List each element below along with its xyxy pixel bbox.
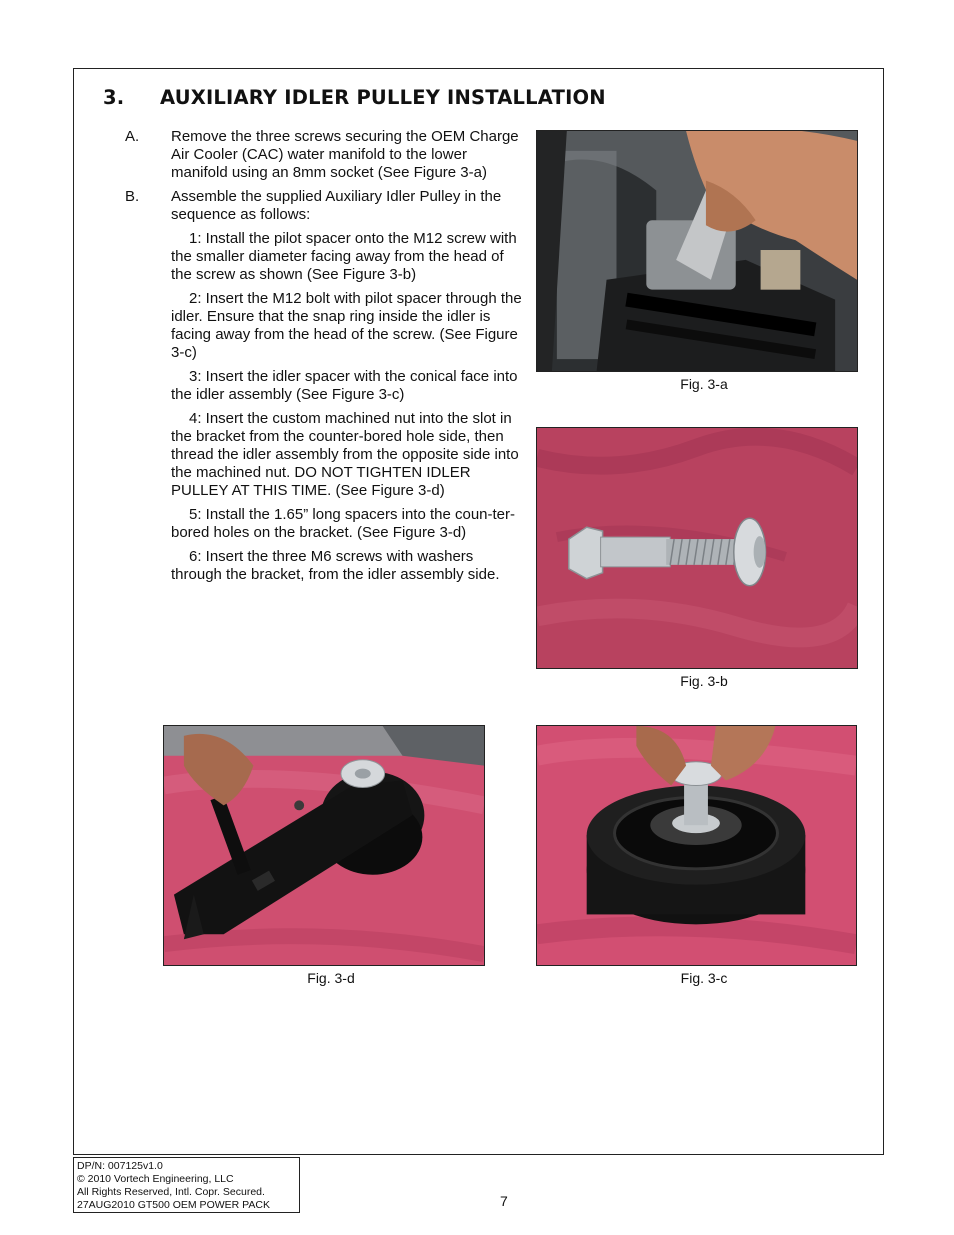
figure-3c-caption: Fig. 3-c [680,970,728,986]
figure-3c-photo [536,725,857,966]
substep-4: 4: Insert the custom machined nut into the slot in the bracket from the counter-bored hole side, then thread the idler assembly from the opposite side into the machined nut. DO NOT TIGHTEN IDLER PULLEY AT THIS TIME. (See Figure 3-d) [171,410,519,499]
figure-3d-photo [163,725,485,966]
step-letter: B. [125,188,140,205]
figure-3b-photo [536,427,858,669]
part-number: DP/N: 007125v1.0 [77,1160,163,1172]
substep-1: 1: Install the pilot spacer onto the M12 screw with the smaller diameter facing away from the head of the screw as shown (See Figure 3-b) [171,230,517,283]
section-number: 3. [103,86,125,109]
footer-info [73,1157,300,1213]
document-date-title: 27AUG2010 GT500 OEM POWER PACK [77,1199,270,1211]
instruction-steps [125,128,525,590]
figure-3a-photo [536,130,858,372]
step-text: Assemble the supplied Auxiliary Idler Pulley in the sequence as follows: [171,188,502,223]
substep-3: 3: Insert the idler spacer with the conical face into the idler assembly (See Figure 3-c) [171,368,518,403]
substep-6: 6: Insert the three M6 screws with washers through the bracket, from the idler assembly side. [171,548,500,583]
figure-3d-caption: Fig. 3-d [307,970,355,986]
copyright: © 2010 Vortech Engineering, LLC [77,1173,234,1185]
step-text: Remove the three screws securing the OEM Charge Air Cooler (CAC) water manifold to the lower manifold using an 8mm socket (See Figure 3-a) [171,128,519,181]
figure-3b-caption: Fig. 3-b [680,673,728,689]
figure-3a-caption: Fig. 3-a [680,376,728,392]
section-title: AUXILIARY IDLER PULLEY INSTALLATION [160,86,606,109]
step-b [125,188,525,224]
step-letter: A. [125,128,140,145]
page-number: 7 [500,1193,508,1209]
section-heading [103,86,606,109]
rights-notice: All Rights Reserved, Intl. Copr. Secured. [77,1186,265,1198]
substep-5: 5: Install the 1.65” long spacers into the coun-ter-bored holes on the bracket. (See Figure 3-d) [171,506,516,541]
substep-2: 2: Insert the M12 bolt with pilot spacer through the idler. Ensure that the snap ring inside the idler is facing away from the head of the screw. (See Figure 3-c) [171,290,522,361]
step-a [125,128,525,182]
